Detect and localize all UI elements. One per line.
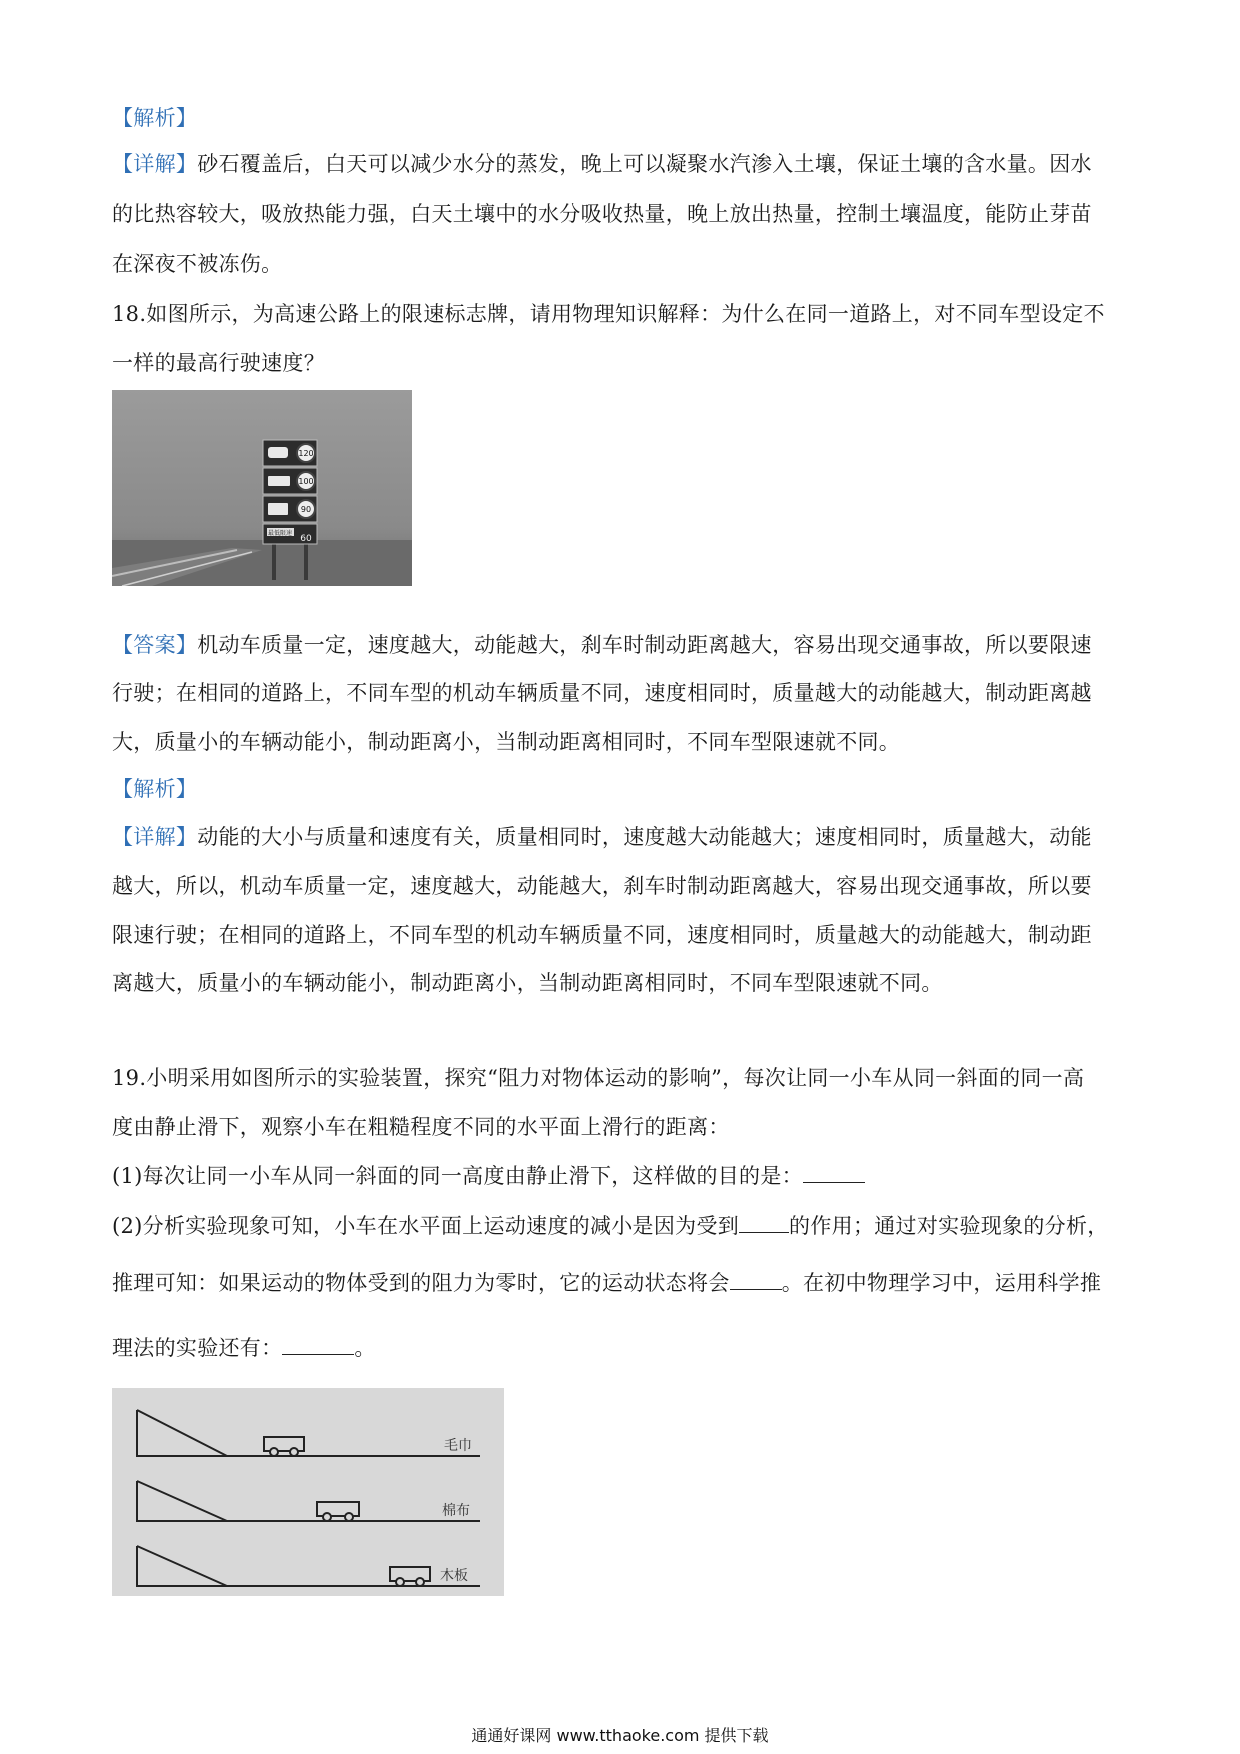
q17-detail-line-2: 的比热容较大，吸放热能力强，白天土壤中的水分吸收热量，晚上放出热量，控制土壤温度，能防止芽苗: [112, 202, 1092, 226]
q18-answer-text-1: 机动车质量一定，速度越大，动能越大，刹车时制动距离越大，容易出现交通事故，所以要限速: [197, 633, 1092, 657]
page-footer: 通通好课网 www.tthaoke.com 提供下载: [471, 1726, 769, 1745]
q19-answer-blank-3[interactable]: [730, 1269, 782, 1290]
q18-answer-line-3: 大，质量小的车辆动能小，制动距离小，当制动距离相同时，不同车型限速就不同。: [112, 730, 901, 754]
friction-experiment-diagram: [112, 1388, 504, 1596]
q18-detail-line-1: [112, 822, 1092, 852]
q19-part1: [112, 1161, 865, 1191]
q18-question-line-1: 18.如图所示，为高速公路上的限速标志牌，请用物理知识解释：为什么在同一道路上，对不同车型设定不: [112, 302, 1105, 326]
surface-label-cotton: 棉布: [442, 1503, 470, 1519]
q19-part2-text-e: 理法的实验还有：: [112, 1336, 283, 1360]
q19-question-line-2: 度由静止滑下，观察小车在粗糙程度不同的水平面上滑行的距离：: [112, 1115, 730, 1139]
q19-question-line-1: 19.小明采用如图所示的实验装置，探究“阻力对物体运动的影响”，每次让同一小车从同一斜面的同一高: [112, 1066, 1085, 1090]
q19-part2-text-d: 。在初中物理学习中，运用科学推: [781, 1271, 1102, 1295]
q18-detail-line-4: 离越大，质量小的车辆动能小，制动距离小，当制动距离相同时，不同车型限速就不同。: [112, 971, 943, 995]
q17-detail-line-1: [112, 149, 1092, 179]
q17-analysis-tag: 【解析】: [112, 106, 198, 130]
q19-answer-blank-4[interactable]: [282, 1334, 354, 1355]
q18-answer-line-1: [112, 630, 1092, 660]
sign-speed-4: 60: [300, 534, 312, 544]
q18-answer-line-2: 行驶；在相同的道路上，不同车型的机动车辆质量不同，速度相同时，质量越大的动能越大，制动距离越: [112, 681, 1092, 705]
q19-part2-line-3: [112, 1333, 376, 1363]
sign-min-speed-label: 最低限速: [267, 530, 293, 537]
truck-icon: [268, 503, 288, 515]
q18-analysis-tag: 【解析】: [112, 777, 198, 801]
q19-part2-line-2: [112, 1268, 1101, 1298]
q19-answer-blank-2[interactable]: [739, 1212, 789, 1233]
q18-detail-line-2: 越大，所以，机动车质量一定，速度越大，动能越大，刹车时制动距离越大，容易出现交通事故，所以要: [112, 874, 1092, 898]
q19-part2-text-f: 。: [354, 1336, 376, 1360]
q18-detail-text-1: 动能的大小与质量和速度有关，质量相同时，速度越大动能越大；速度相同时，质量越大，动能: [197, 825, 1092, 849]
sign-speed-3: 90: [300, 505, 312, 514]
surface-label-board: 木板: [440, 1568, 468, 1584]
q18-question-line-2: 一样的最高行驶速度？: [112, 351, 325, 375]
bus-icon: [268, 476, 290, 486]
sign-speed-1: 120: [298, 449, 314, 458]
sign-panels: [263, 440, 317, 544]
q19-part2-line-1: [112, 1211, 1109, 1241]
q19-part2-text-a: (2)分析实验现象可知，小车在水平面上运动速度的减小是因为受到: [112, 1214, 740, 1238]
q17-detail-text-1: 砂石覆盖后，白天可以减少水分的蒸发，晚上可以凝聚水汽渗入土壤，保证土壤的含水量。因水: [197, 152, 1092, 176]
q17-detail-line-3: 在深夜不被冻伤。: [112, 252, 283, 276]
q18-detail-line-3: 限速行驶；在相同的道路上，不同车型的机动车辆质量不同，速度相同时，质量越大的动能越大，制动距: [112, 923, 1092, 947]
car-icon: [268, 447, 288, 458]
q19-answer-blank-1[interactable]: [803, 1162, 865, 1183]
surface-label-towel: 毛巾: [444, 1438, 472, 1454]
speed-limit-sign-photo: [112, 390, 412, 586]
q19-part2-text-b: 的作用；通过对实验现象的分析，: [789, 1214, 1109, 1238]
q17-detail-tag: 【详解】: [112, 152, 198, 176]
q19-part2-text-c: 推理可知：如果运动的物体受到的阻力为零时，它的运动状态将会: [112, 1271, 730, 1295]
sign-speed-2: 100: [298, 477, 314, 486]
q18-detail-tag: 【详解】: [112, 825, 198, 849]
q19-part1-text: (1)每次让同一小车从同一斜面的同一高度由静止滑下，这样做的目的是：: [112, 1164, 803, 1188]
q18-answer-tag: 【答案】: [112, 633, 198, 657]
